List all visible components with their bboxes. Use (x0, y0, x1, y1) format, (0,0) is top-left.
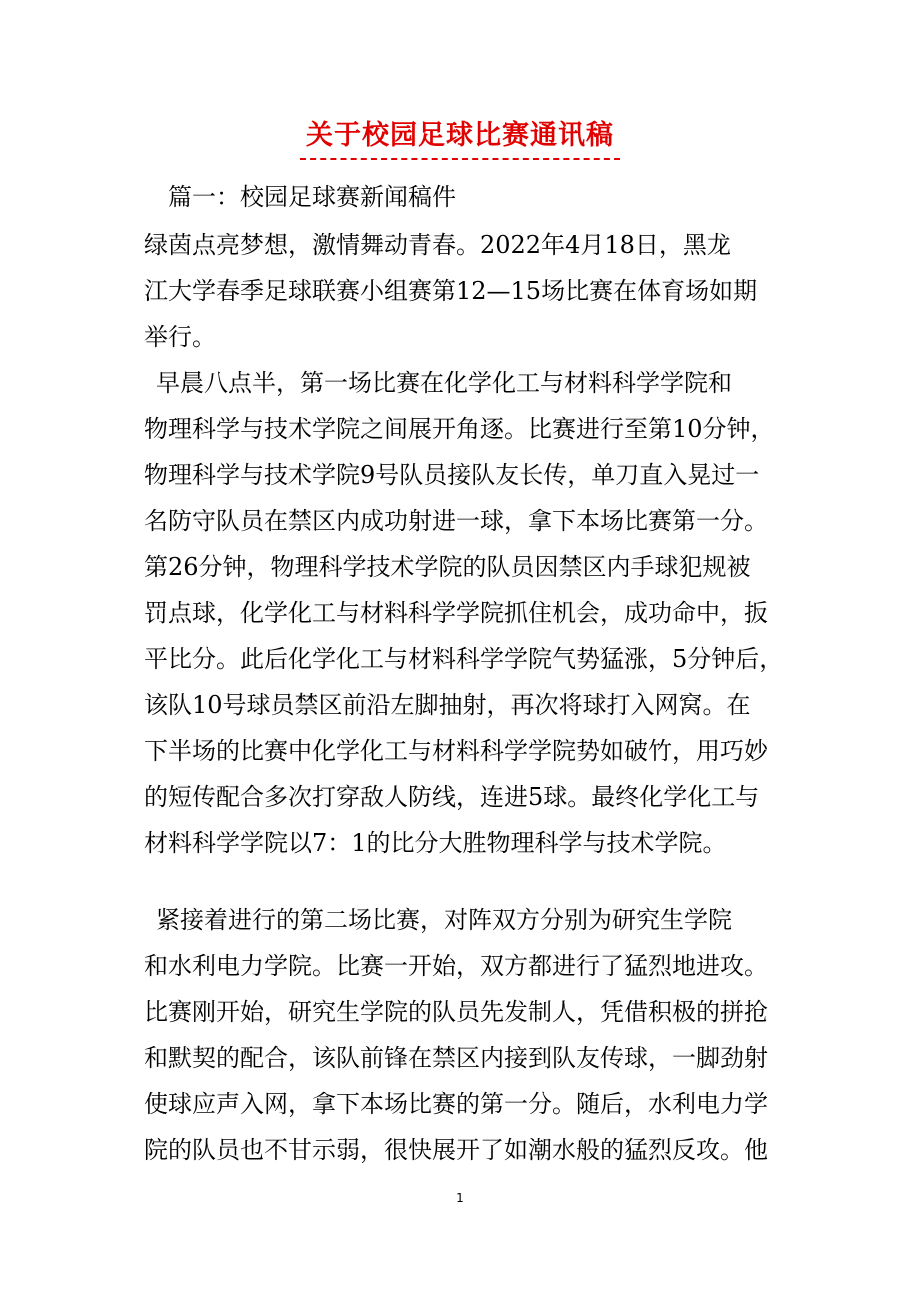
paragraph-3 (144, 897, 784, 1173)
paragraph-2 (144, 360, 784, 866)
paragraph-line: 名防守队员在禁区内成功射进一球，拿下本场比赛第一分。 (144, 507, 768, 535)
paragraph-line: 该队10号球员禁区前沿左脚抽射，再次将球打入网窝。在 (144, 691, 751, 719)
section-heading (168, 174, 808, 220)
paragraph-line: 比赛刚开始，研究生学院的队员先发制人，凭借积极的拼抢 (144, 998, 768, 1026)
paragraph-line: 材料科学学院以7：1的比分大胜物理科学与技术学院。 (144, 829, 727, 857)
paragraph-line: 院的队员也不甘示弱，很快展开了如潮水般的猛烈反攻。他 (144, 1136, 768, 1164)
paragraph-line: 的短传配合多次打穿敌人防线，连进5球。最终化学化工与 (144, 783, 760, 811)
title-container (0, 114, 920, 160)
paragraph-line: 和默契的配合，该队前锋在禁区内接到队友传球，一脚劲射 (144, 1044, 768, 1072)
paragraph-line: 和水利电力学院。比赛一开始，双方都进行了猛烈地进攻。 (144, 952, 768, 980)
paragraph-line: 罚点球，化学化工与材料科学学院抓住机会，成功命中，扳 (144, 599, 768, 627)
paragraph-line: 第26分钟，物理科学技术学院的队员因禁区内手球犯规被 (144, 553, 751, 581)
document-title: 关于校园足球比赛通讯稿 (300, 114, 620, 160)
paragraph-line: 早晨八点半，第一场比赛在化学化工与材料科学学院和 (156, 369, 732, 397)
paragraph-line: 江大学春季足球联赛小组赛第12—15场比赛在体育场如期 (144, 277, 758, 305)
paragraph-line: 举行。 (144, 323, 216, 351)
paragraph-line: 使球应声入网，拿下本场比赛的第一分。随后，水利电力学 (144, 1090, 768, 1118)
paragraph-line: 绿茵点亮梦想，激情舞动青春。2022年4月18日，黑龙 (144, 231, 731, 259)
paragraph-line: 下半场的比赛中化学化工与材料科学学院势如破竹，用巧妙 (144, 737, 768, 765)
paragraph-line: 紧接着进行的第二场比赛，对阵双方分别为研究生学院 (156, 906, 732, 934)
paragraph-1 (144, 222, 784, 360)
paragraph-line: 物理科学与技术学院9号队员接队友长传，单刀直入晃过一 (144, 461, 760, 489)
page-number: 1 (456, 1191, 464, 1205)
section-heading-text: 篇一：校园足球赛新闻稿件 (168, 183, 456, 211)
paragraph-line: 平比分。此后化学化工与材料科学学院气势猛涨，5分钟后， (144, 645, 784, 673)
paragraph-line: 物理科学与技术学院之间展开角逐。比赛进行至第10分钟， (144, 415, 775, 443)
